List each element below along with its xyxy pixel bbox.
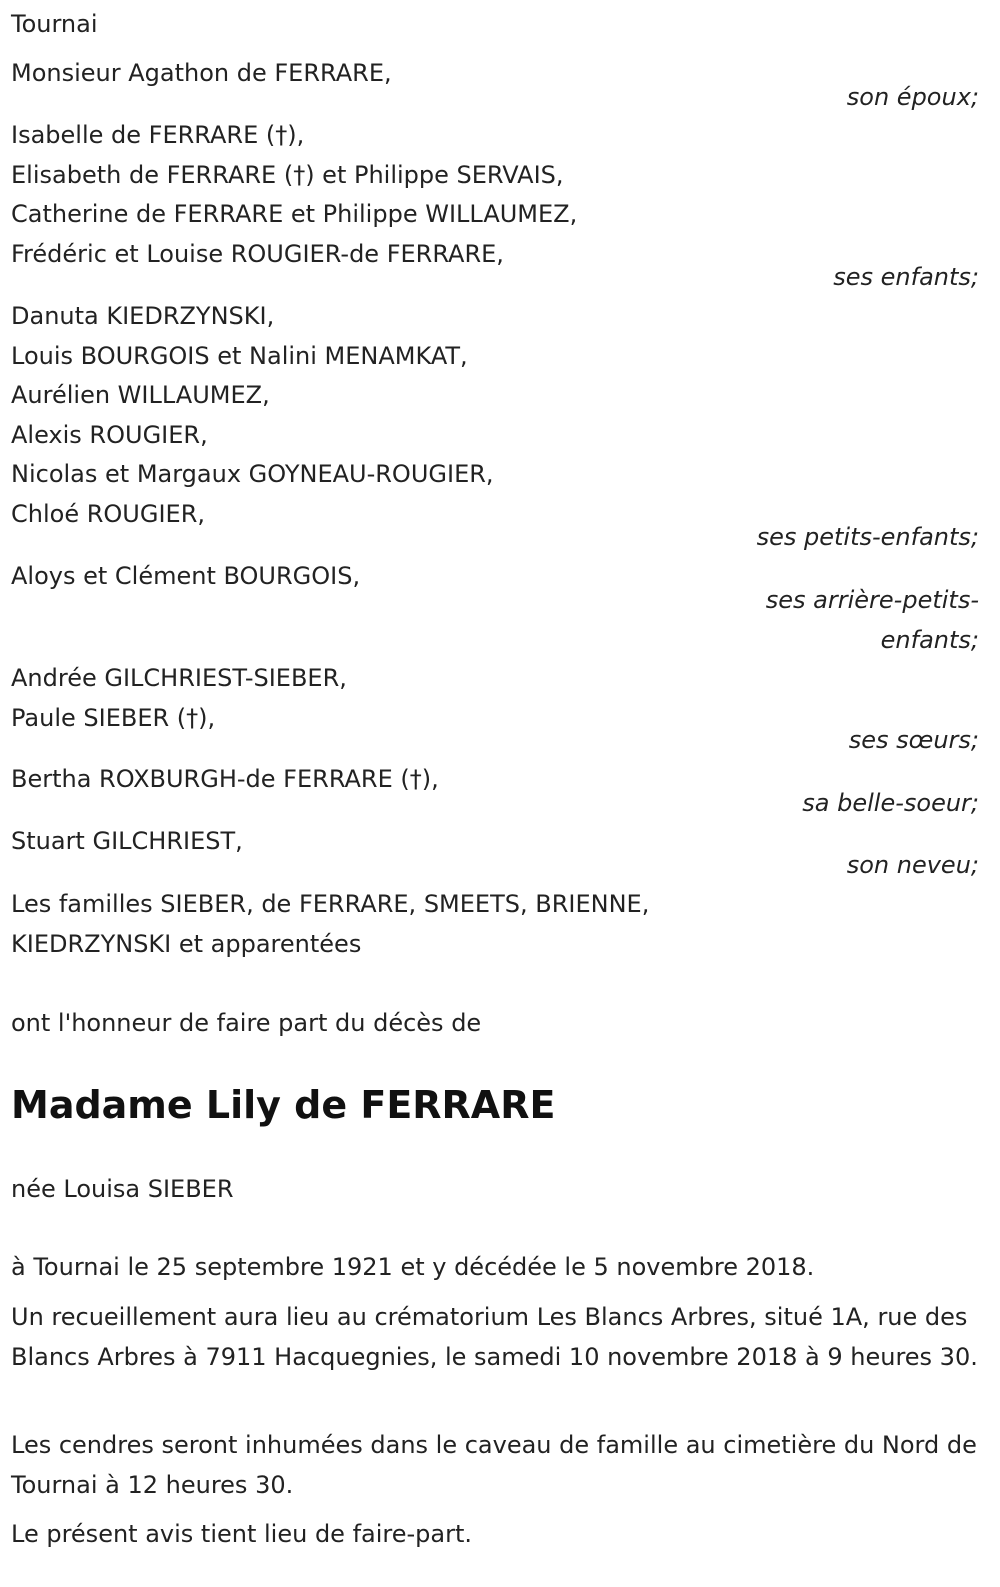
relation-label-great-grandchildren: ses arrière-petits- enfants; bbox=[765, 586, 979, 654]
family-group-grandchildren bbox=[11, 297, 981, 534]
family-name-line: Monsieur Agathon de FERRARE, bbox=[11, 59, 392, 87]
notice-paragraph: Le présent avis tient lieu de faire-part. bbox=[11, 1520, 473, 1548]
relation-label-spouse: son époux; bbox=[846, 83, 979, 111]
family-name-line: Catherine de FERRARE et Philippe WILLAUMEZ, bbox=[11, 200, 578, 228]
relation-label-sister-in-law: sa belle-soeur; bbox=[802, 789, 979, 817]
family-group-sisters bbox=[11, 659, 981, 738]
family-group-spouse bbox=[11, 54, 981, 94]
family-name-line: Paule SIEBER (†), bbox=[11, 703, 216, 732]
relation-label-children: ses enfants; bbox=[833, 263, 979, 291]
family-group-children bbox=[11, 116, 981, 274]
family-name-line: Les familles SIEBER, de FERRARE, SMEETS, BRIENNE, bbox=[11, 890, 650, 918]
family-name-line: KIEDRZYNSKI et apparentées bbox=[11, 929, 362, 958]
relation-label-nephew: son neveu; bbox=[846, 851, 979, 879]
birth-name: née Louisa SIEBER bbox=[11, 1175, 234, 1203]
family-name-line: Louis BOURGOIS et Nalini MENAMKAT, bbox=[11, 341, 468, 370]
family-name-line: Isabelle de FERRARE (†), bbox=[11, 121, 305, 149]
family-name-line: Nicolas et Margaux GOYNEAU-ROUGIER, bbox=[11, 460, 494, 488]
family-group-nephew bbox=[11, 822, 981, 862]
family-name-line: Elisabeth de FERRARE (†) et Philippe SERVAIS, bbox=[11, 160, 564, 189]
family-name-line: Alexis ROUGIER, bbox=[11, 420, 208, 449]
relation-label-grandchildren: ses petits-enfants; bbox=[756, 523, 979, 551]
ceremony-paragraph: Un recueillement aura lieu au crématorium Les Blancs Arbres, situé 1A, rue des Blancs Arbres à 7911 Hacquegnies, le samedi 10 novembre 2018 à 9 heures 30. bbox=[11, 1303, 978, 1371]
family-name-line: Bertha ROXBURGH-de FERRARE (†), bbox=[11, 765, 439, 793]
family-name-line: Andrée GILCHRIEST-SIEBER, bbox=[11, 664, 347, 692]
deceased-name: Madame Lily de FERRARE bbox=[11, 1083, 556, 1127]
announcement-text: ont l'honneur de faire part du décès de bbox=[11, 1009, 482, 1037]
family-name-line: Aurélien WILLAUMEZ, bbox=[11, 381, 270, 409]
family-name-line: Danuta KIEDRZYNSKI, bbox=[11, 302, 275, 330]
birth-death-paragraph: à Tournai le 25 septembre 1921 et y décédée le 5 novembre 2018. bbox=[11, 1253, 815, 1281]
relation-label-sisters: ses sœurs; bbox=[848, 726, 979, 754]
family-name-line: Aloys et Clément BOURGOIS, bbox=[11, 562, 361, 590]
family-name-line: Chloé ROUGIER, bbox=[11, 499, 205, 528]
location: Tournai bbox=[11, 10, 98, 38]
family-name-line: Stuart GILCHRIEST, bbox=[11, 827, 243, 855]
family-group-families bbox=[11, 885, 981, 964]
family-name-line: Frédéric et Louise ROUGIER-de FERRARE, bbox=[11, 239, 504, 268]
burial-paragraph: Les cendres seront inhumées dans le caveau de famille au cimetière du Nord de Tournai à 12 heures 30. bbox=[11, 1431, 977, 1499]
